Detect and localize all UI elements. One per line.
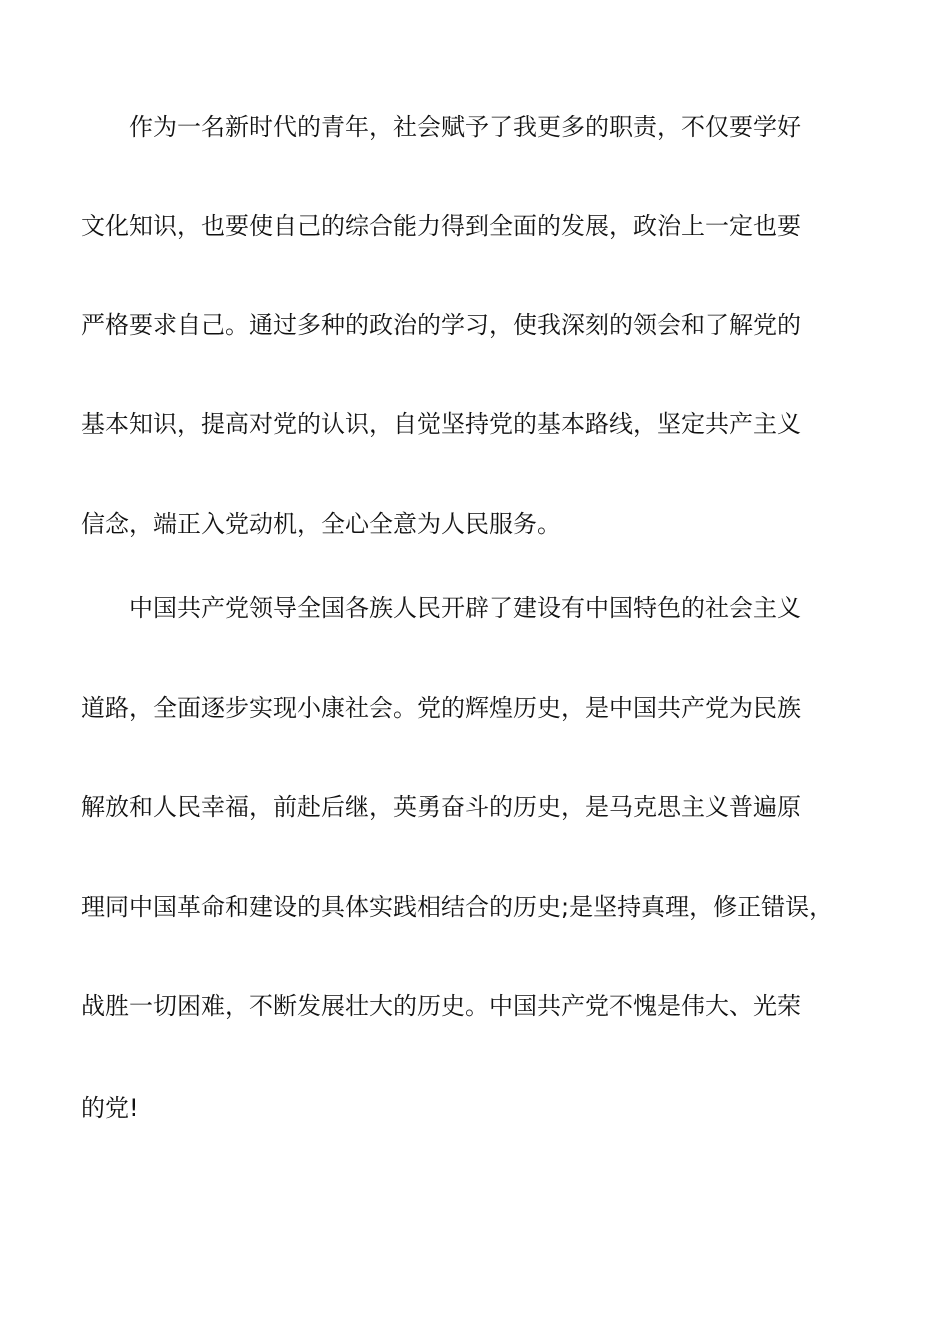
paragraph-2-line-3: 解放和人民幸福，前赴后继，英勇奋斗的历史，是马克思主义普遍原 xyxy=(81,793,801,821)
paragraph-2-line-4: 理同中国革命和建设的具体实践相结合的历史;是坚持真理，修正错误， xyxy=(81,893,834,921)
paragraph-2-line-2: 道路，全面逐步实现小康社会。党的辉煌历史，是中国共产党为民族 xyxy=(81,694,801,722)
paragraph-1-line-1: 作为一名新时代的青年，社会赋予了我更多的职责，不仅要学好 xyxy=(129,113,801,141)
paragraph-2-line-1: 中国共产党领导全国各族人民开辟了建设有中国特色的社会主义 xyxy=(129,594,801,622)
paragraph-1-line-4: 基本知识，提高对党的认识，自觉坚持党的基本路线，坚定共产主义 xyxy=(81,410,801,438)
paragraph-1-line-2: 文化知识，也要使自己的综合能力得到全面的发展，政治上一定也要 xyxy=(81,212,801,240)
paragraph-1-line-5: 信念，端正入党动机，全心全意为人民服务。 xyxy=(81,510,561,538)
paragraph-2-line-6: 的党! xyxy=(81,1094,139,1122)
paragraph-1-line-3: 严格要求自己。通过多种的政治的学习，使我深刻的领会和了解党的 xyxy=(81,311,801,339)
paragraph-2-line-5: 战胜一切困难，不断发展壮大的历史。中国共产党不愧是伟大、光荣 xyxy=(81,992,801,1020)
